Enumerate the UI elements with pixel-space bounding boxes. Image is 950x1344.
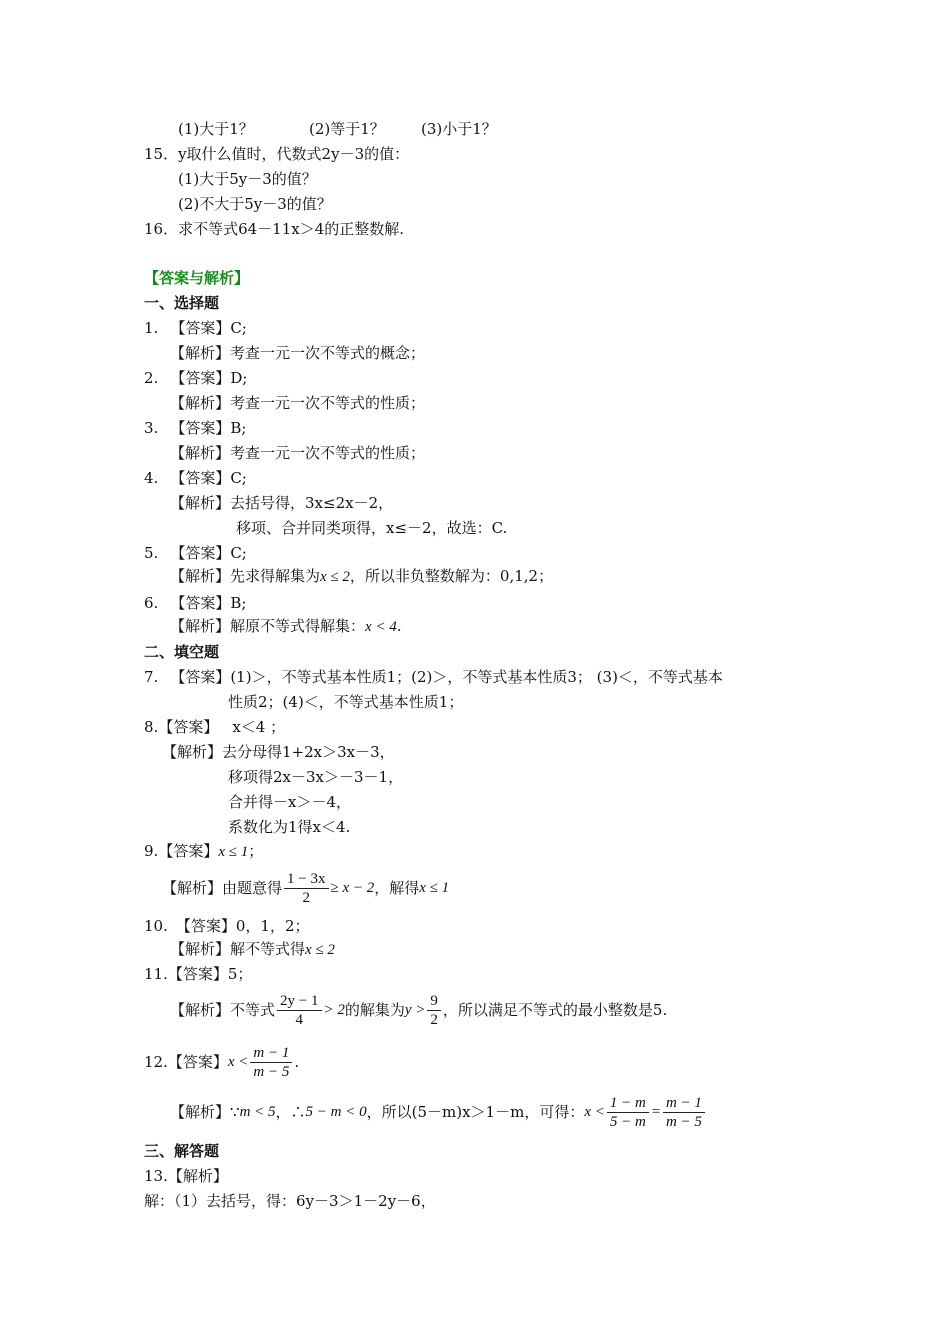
analysis-9 — [162, 866, 449, 910]
answer-11-number: 11. — [144, 965, 168, 983]
answer-2-value: D; — [230, 369, 248, 387]
answer-3-number: 3. — [144, 419, 159, 437]
analysis-12-fraction-1 — [607, 1094, 649, 1131]
fraction-denominator: 4 — [295, 1011, 304, 1028]
fraction-denominator: 5 − m — [609, 1113, 646, 1130]
answer-tag: 【答案】 — [170, 594, 231, 612]
fraction-denominator: 2 — [302, 889, 311, 906]
analysis-tag: 【解析】 — [170, 617, 231, 635]
analysis-9-text-b: ，解得 — [374, 879, 420, 897]
answer-4 — [144, 468, 247, 488]
answer-tag: 【答案】 — [158, 842, 219, 860]
analysis-9-fraction — [284, 870, 328, 907]
analysis-1-text: 考查一元一次不等式的概念； — [230, 344, 426, 362]
analysis-12-math-1: m < 5 — [239, 1104, 276, 1120]
analysis-5-math: x ≤ 2 — [320, 569, 350, 585]
answer-3-value: B; — [230, 419, 247, 437]
answer-13 — [144, 1166, 228, 1186]
analysis-tag: 【解析】 — [170, 1001, 231, 1019]
answer-13-line: 解：（1）去括号，得：6y－3＞1－2y－6， — [144, 1192, 436, 1210]
analysis-8-line-1: 去分母得1+2x＞3x－3， — [222, 743, 395, 761]
analysis-11-fraction-2 — [427, 992, 441, 1029]
analysis-tag: 【解析】 — [170, 344, 231, 362]
analysis-11-text-c: ，所以满足不等式的最小整数是5. — [442, 1001, 668, 1019]
analysis-8-line-3: 合并得－x＞－4， — [228, 793, 352, 811]
answer-1-value: C; — [230, 319, 247, 337]
analysis-tag: 【解析】 — [170, 444, 231, 462]
fraction-numerator: 9 — [427, 992, 441, 1011]
answer-tag: 【答案】 — [167, 965, 228, 983]
fraction-denominator: m − 5 — [253, 1063, 290, 1080]
answer-6-value: B; — [230, 594, 247, 612]
answer-tag: 【答案】 — [170, 469, 231, 487]
analysis-6-math: x < 4 — [365, 619, 397, 635]
answer-1 — [144, 318, 247, 338]
answer-tag: 【答案】 — [170, 668, 231, 686]
analysis-tag: 【解析】 — [162, 743, 223, 761]
answer-9-tail: ； — [248, 842, 264, 860]
answer-2-number: 2. — [144, 369, 159, 387]
analysis-9-result: x ≤ 1 — [419, 880, 450, 896]
answer-9 — [144, 841, 263, 862]
fraction-numerator: 1 − 3x — [284, 870, 328, 889]
answer-8 — [144, 717, 285, 737]
answer-5-number: 5. — [144, 544, 159, 562]
fraction-numerator: m − 1 — [250, 1044, 292, 1063]
analysis-9-text-a: 由题意得 — [222, 879, 283, 897]
analysis-8-line-2: 移项得2x－3x＞－3－1， — [228, 768, 404, 786]
fraction-numerator: 2y − 1 — [277, 992, 321, 1011]
answer-tag: 【答案】 — [167, 1053, 228, 1071]
q16-stem: 16．求不等式64－11x＞4的正整数解. — [144, 220, 405, 238]
analysis-9-inequality: ≥ x − 2 — [330, 880, 375, 896]
analysis-12-text-c: ，所以(5－m)x＞1－m，可得： — [366, 1103, 585, 1121]
analysis-12-therefore: ，∴ — [275, 1103, 306, 1121]
q15-option-1: (1)大于5y－3的值？ — [178, 170, 317, 188]
fraction-numerator: 1 − m — [607, 1094, 649, 1113]
answer-tag: 【答案】 — [158, 718, 219, 736]
answer-7 — [144, 667, 723, 687]
answer-5 — [144, 543, 247, 563]
analysis-11-inequality: > 2 — [323, 1002, 345, 1018]
analysis-8 — [162, 742, 395, 762]
answer-10 — [144, 916, 310, 936]
answer-10-number: 10. — [144, 917, 168, 935]
section-fill-heading: 二、填空题 — [144, 643, 220, 661]
analysis-3-text: 考查一元一次不等式的性质； — [230, 444, 426, 462]
analysis-8-line-4: 系数化为1得x＜4. — [228, 818, 351, 836]
answer-7-line-2: 性质2；(4)＜，不等式基本性质1； — [228, 693, 464, 711]
analysis-11-fraction — [277, 992, 321, 1029]
analysis-6 — [170, 616, 402, 637]
analysis-tag: 【解析】 — [162, 879, 223, 897]
analysis-10-text: 解不等式得 — [230, 940, 306, 958]
analysis-11 — [170, 988, 667, 1032]
answer-12 — [144, 1040, 299, 1084]
answer-12-tail: . — [294, 1053, 300, 1071]
analysis-tag: 【解析】 — [170, 494, 231, 512]
answer-6-number: 6. — [144, 594, 159, 612]
answer-section-header: 【答案与解析】 — [144, 269, 250, 287]
analysis-5-text-a: 先求得解集为 — [230, 567, 321, 585]
answer-9-number: 9. — [144, 842, 159, 860]
analysis-2 — [170, 393, 425, 413]
answer-12-number: 12. — [144, 1053, 168, 1071]
section-solve-heading: 三、解答题 — [144, 1142, 220, 1160]
analysis-10-math: x ≤ 2 — [305, 942, 335, 958]
analysis-12 — [170, 1090, 707, 1134]
analysis-3 — [170, 443, 425, 463]
answer-tag: 【答案】 — [170, 419, 231, 437]
analysis-1 — [170, 343, 425, 363]
answer-4-value: C; — [230, 469, 247, 487]
fraction-denominator: 2 — [430, 1011, 438, 1028]
analysis-tag: 【解析】 — [170, 1103, 231, 1121]
analysis-tag: 【解析】 — [167, 1167, 228, 1185]
q14-option-1: (1)大于1？ — [178, 120, 254, 138]
analysis-6-text-b: . — [396, 617, 402, 635]
analysis-6-text-a: 解原不等式得解集： — [230, 617, 366, 635]
answer-5-value: C; — [230, 544, 247, 562]
analysis-tag: 【解析】 — [170, 940, 231, 958]
analysis-10 — [170, 939, 335, 960]
analysis-12-math-3: x < — [584, 1104, 605, 1120]
analysis-12-math-2: 5 − m < 0 — [305, 1104, 367, 1120]
answer-1-number: 1. — [144, 319, 159, 337]
analysis-11-text-b: 的解集为 — [344, 1001, 405, 1019]
q14-option-3: (3)小于1？ — [421, 120, 497, 138]
answer-9-math: x ≤ 1 — [218, 844, 249, 860]
answer-tag: 【答案】 — [175, 917, 236, 935]
answer-13-number: 13. — [144, 1167, 168, 1185]
answer-2 — [144, 368, 247, 388]
analysis-2-text: 考查一元一次不等式的性质； — [230, 394, 426, 412]
answer-11-value: 5； — [227, 965, 253, 983]
answer-tag: 【答案】 — [170, 544, 231, 562]
answer-7-line-1: (1)＞，不等式基本性质1；(2)＞，不等式基本性质3； (3)＜，不等式基本 — [230, 668, 723, 686]
fraction-denominator: m − 5 — [665, 1113, 702, 1130]
analysis-tag: 【解析】 — [170, 567, 231, 585]
answer-11 — [144, 964, 252, 984]
analysis-4-line-2: 移项、合并同类项得，x≤－2，故选：C. — [236, 519, 508, 537]
answer-7-number: 7. — [144, 668, 159, 686]
analysis-5-text-b: ，所以非负整数解为：0,1,2； — [349, 567, 554, 585]
section-choice-heading: 一、选择题 — [144, 294, 220, 312]
analysis-tag: 【解析】 — [170, 394, 231, 412]
analysis-12-fraction-2 — [663, 1094, 705, 1131]
analysis-12-equals: = — [650, 1104, 661, 1120]
answer-tag: 【答案】 — [170, 319, 231, 337]
answer-tag: 【答案】 — [170, 369, 231, 387]
fraction-numerator: m − 1 — [663, 1094, 705, 1113]
answer-4-number: 4. — [144, 469, 159, 487]
answer-12-math: x < — [227, 1054, 249, 1070]
answer-3 — [144, 418, 246, 438]
analysis-11-text-a: 不等式 — [230, 1001, 276, 1019]
analysis-5 — [170, 566, 553, 587]
answer-10-value: 0，1，2； — [235, 917, 310, 935]
answer-8-value: x＜4 ； — [232, 718, 286, 736]
q15-option-2: (2)不大于5y－3的值？ — [178, 195, 332, 213]
analysis-4 — [170, 493, 393, 513]
answer-6 — [144, 593, 246, 613]
answer-8-number: 8. — [144, 718, 159, 736]
analysis-11-solution: y > — [404, 1002, 426, 1018]
analysis-12-because: ∵ — [230, 1103, 240, 1121]
q14-option-2: (2)等于1？ — [309, 120, 385, 138]
q15-stem: 15．y取什么值时，代数式2y－3的值： — [144, 145, 410, 163]
analysis-4-line-1: 去括号得，3x≤2x－2， — [230, 494, 394, 512]
answer-12-fraction — [250, 1044, 292, 1081]
